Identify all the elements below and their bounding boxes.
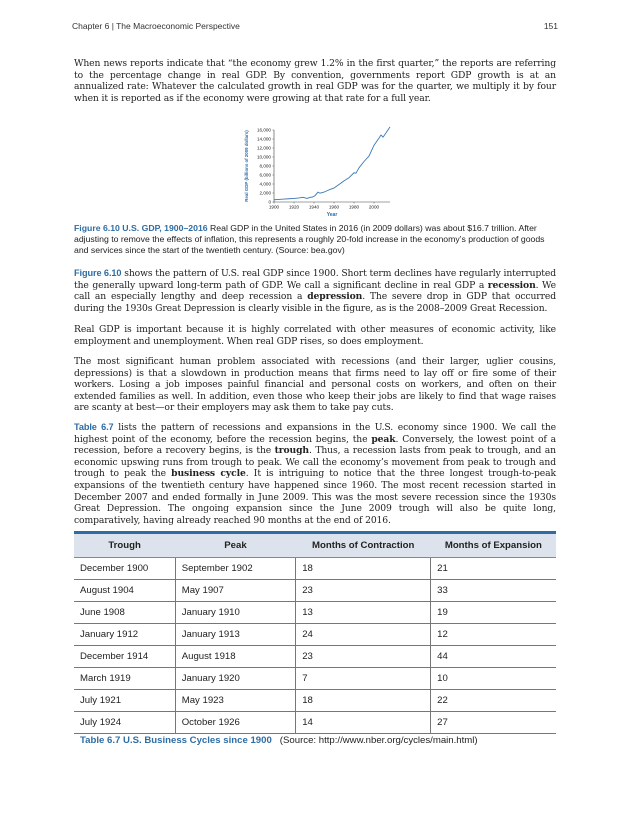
cell-expansion: 22	[431, 690, 556, 712]
column-header-expansion: Months of Expansion	[431, 533, 556, 558]
cell-contraction: 13	[296, 602, 431, 624]
cell-trough: December 1900	[74, 558, 175, 580]
figure-caption-label: Figure 6.10 U.S. GDP, 1900–2016	[74, 223, 208, 233]
cell-peak: January 1910	[175, 602, 296, 624]
paragraph-human-costs: The most significant human problem associated with recessions (and their larger, uglier cousins, depressions) is that a slowdown in production means that firms need to lay off or fire some of their workers. Losing a job imposes painful financial and personal costs on workers, and often on their extended families as well. In addition, even those who keep their jobs are likely to find that wage raises are scanty at best—or their employers may ask them to take pay cuts.	[74, 356, 556, 414]
cell-expansion: 33	[431, 580, 556, 602]
cell-expansion: 27	[431, 712, 556, 734]
cell-trough: July 1924	[74, 712, 175, 734]
cell-trough: July 1921	[74, 690, 175, 712]
y-tick-label: 12,000	[256, 145, 271, 151]
gdp-figure	[240, 122, 400, 220]
y-axis-label: Real GDP (billions of 2009 dollars)	[244, 130, 249, 202]
x-tick-label: 1920	[288, 204, 300, 210]
cell-expansion: 21	[431, 558, 556, 580]
y-tick-label: 2,000	[259, 190, 271, 196]
table-row	[74, 580, 556, 602]
table-row	[74, 602, 556, 624]
table-caption-source: (Source: http://www.nber.org/cycles/main.html)	[271, 735, 478, 746]
table-caption-label: Table 6.7 U.S. Business Cycles since 1900	[80, 735, 272, 746]
column-header-contraction: Months of Contraction	[296, 533, 431, 558]
column-header-peak: Peak	[175, 533, 296, 558]
cell-contraction: 23	[296, 646, 431, 668]
term-recession: recession	[487, 279, 536, 291]
cell-expansion: 19	[431, 602, 556, 624]
cell-contraction: 18	[296, 690, 431, 712]
cell-contraction: 7	[296, 668, 431, 690]
x-tick-label: 1940	[308, 204, 320, 210]
table-row	[74, 624, 556, 646]
y-tick-label: 6,000	[259, 172, 271, 178]
x-axis-label: Year	[326, 212, 338, 218]
cell-peak: May 1907	[175, 580, 296, 602]
table-reference-link[interactable]: Table 6.7	[74, 422, 114, 432]
table-row	[74, 646, 556, 668]
paragraph-text: . Conversely, the lowest point of a recession, before a recovery begins, is the	[74, 433, 556, 457]
paragraph-text: . Thus, a recession lasts from peak to trough, and an economic upswing runs from trough to peak. We call the economy’s movement from peak to trough and trough to peak the	[74, 445, 556, 480]
page-header	[72, 21, 558, 31]
table-caption	[80, 735, 478, 746]
table-row	[74, 558, 556, 580]
cell-peak: January 1920	[175, 668, 296, 690]
cell-contraction: 23	[296, 580, 431, 602]
paragraph-recession	[74, 268, 556, 314]
term-business-cycle: business cycle	[171, 468, 246, 480]
paragraph-text: . The severe drop in GDP that occurred during the 1930s Great Depression is clearly visible in the figure, as is the 2008–2009 Great Recession.	[74, 291, 556, 314]
y-tick-label: 4,000	[259, 181, 271, 187]
x-tick-label: 2000	[368, 204, 380, 210]
table-header-row	[74, 533, 556, 558]
cell-trough: March 1919	[74, 668, 175, 690]
paragraph-business-cycle	[74, 422, 556, 526]
paragraph-text: . We call an especially lengthy and deep recession a	[74, 279, 556, 303]
term-peak: peak	[371, 433, 396, 445]
y-tick-label: 8,000	[259, 163, 271, 169]
cell-peak: September 1902	[175, 558, 296, 580]
y-tick-label: 10,000	[256, 154, 271, 160]
gdp-series-line	[274, 127, 390, 200]
cell-peak: May 1923	[175, 690, 296, 712]
gdp-line-chart	[240, 122, 400, 220]
business-cycles-table	[74, 531, 556, 734]
y-tick-label: 16,000	[256, 127, 271, 133]
paragraph-gdp-growth: When news reports indicate that “the economy grew 1.2% in the first quarter,” the reports are referring to the percentage change in real GDP. By convention, governments report GDP growth is at an annualized rate: Whatever the calculated growth in real GDP was for the quarter, we multiply it by four when it is reported as if the economy were growing at that rate for a full year.	[74, 58, 556, 104]
paragraph-employment: Real GDP is important because it is highly correlated with other measures of economic activity, like employment and unemployment. When real GDP rises, so does employment.	[74, 324, 556, 347]
y-tick-label: 0	[268, 199, 271, 205]
cell-trough: December 1914	[74, 646, 175, 668]
table-row	[74, 712, 556, 734]
term-depression: depression	[307, 291, 363, 303]
cell-trough: June 1908	[74, 602, 175, 624]
paragraph-text: . It is intriguing to notice that the three longest trough-to-peak expansions of the twentieth century have happened since 1960. The most recent recession started in December 2007 and ended formally in June 2009. This was the most severe recession since the 1930s Great Depression. The ongoing expansion since the June 2009 trough will also be quite long, comparatively, having already reached 90 months at the end of 2016.	[74, 468, 556, 526]
page-number: 151	[543, 21, 558, 31]
cell-trough: January 1912	[74, 624, 175, 646]
y-tick-label: 14,000	[256, 136, 271, 142]
figure-caption-text: Real GDP in the United States in 2016 (in 2009 dollars) was about $16.7 trillion. After adjusting to remove the effects of inflation, this represents a roughly 20-fold increase in the economy’s production of goods and services since the start of the twentieth century. (Source: bea.gov)	[74, 223, 545, 255]
x-tick-label: 1900	[268, 204, 280, 210]
chapter-title: Chapter 6 | The Macroeconomic Perspective	[72, 21, 240, 31]
cell-expansion: 44	[431, 646, 556, 668]
column-header-trough: Trough	[74, 533, 175, 558]
cell-contraction: 18	[296, 558, 431, 580]
table-row	[74, 668, 556, 690]
cell-peak: August 1918	[175, 646, 296, 668]
cell-peak: October 1926	[175, 712, 296, 734]
x-tick-label: 1980	[348, 204, 360, 210]
cell-contraction: 14	[296, 712, 431, 734]
table-row	[74, 690, 556, 712]
x-tick-label: 1960	[328, 204, 340, 210]
paragraph-text: shows the pattern of U.S. real GDP since 1900. Short term declines have regularly interrupted the generally upward long-term path of GDP. We call a significant decline in real GDP a	[74, 268, 556, 291]
figure-caption	[74, 223, 556, 256]
paragraph-text: lists the pattern of recessions and expansions in the U.S. economy since 1900. We call the highest point of the economy, before the recession begins, the	[74, 422, 556, 445]
cell-contraction: 24	[296, 624, 431, 646]
cell-trough: August 1904	[74, 580, 175, 602]
cell-peak: January 1913	[175, 624, 296, 646]
cell-expansion: 12	[431, 624, 556, 646]
term-trough: trough	[274, 445, 310, 457]
cell-expansion: 10	[431, 668, 556, 690]
figure-reference-link[interactable]: Figure 6.10	[74, 268, 122, 278]
